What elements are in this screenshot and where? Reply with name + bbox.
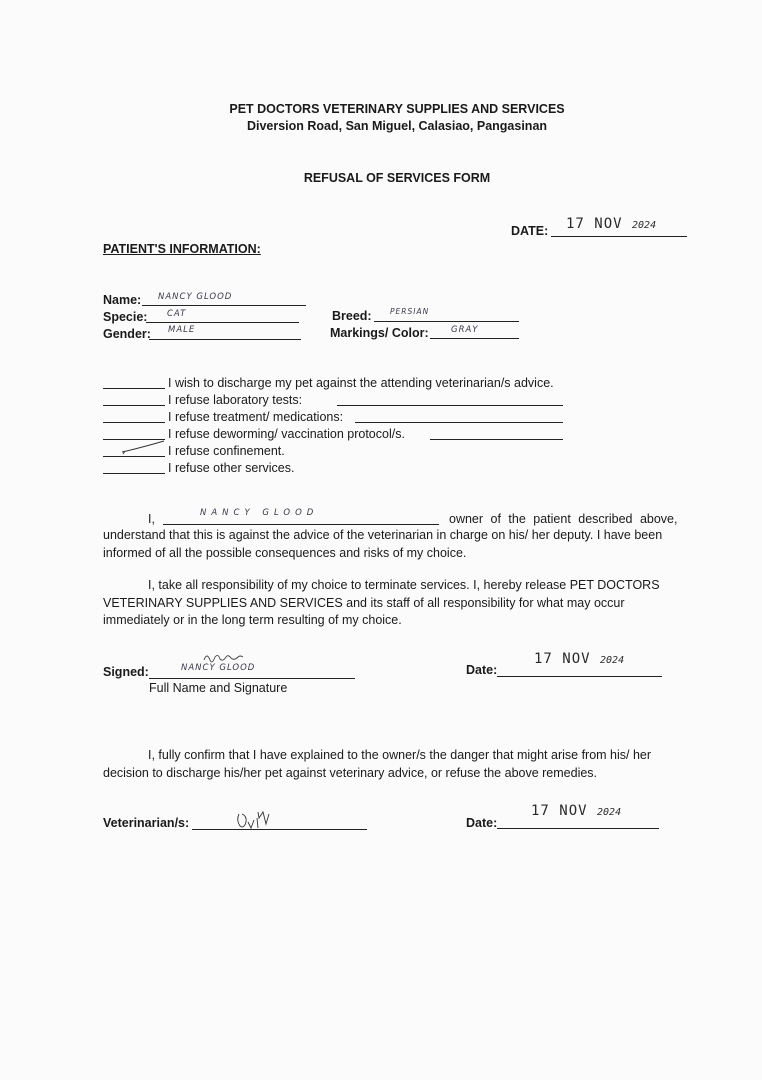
markings-value: GRAY <box>451 325 479 335</box>
owner-date-label: Date: <box>466 663 498 677</box>
name-value: NANCY GLOOD <box>158 292 233 302</box>
release-paragraph: I, take all responsibility of my choice to terminate services. I, hereby release PET DOCTORS VETERINARY SUPPLIES AND SERVICES and its staff of all responsibility for what may occur immediately or in the long term resulting of my choice. <box>103 578 660 627</box>
option-5-label: I refuse confinement. <box>168 444 285 458</box>
breed-label: Breed: <box>332 309 372 323</box>
specie-field-line[interactable] <box>146 322 299 323</box>
markings-field-line[interactable] <box>430 338 519 339</box>
veterinarian-label: Veterinarian/s: <box>103 816 190 830</box>
date-stamp <box>566 216 656 232</box>
vet-date-label: Date: <box>466 816 498 830</box>
option-6-checkbox-line[interactable] <box>103 473 165 474</box>
specie-label: Specie: <box>103 310 148 324</box>
name-label: Name: <box>103 293 142 307</box>
name-field-line[interactable] <box>142 305 306 306</box>
clinic-name: PET DOCTORS VETERINARY SUPPLIES AND SERVICES <box>229 102 565 116</box>
form-title: REFUSAL OF SERVICES FORM <box>303 171 491 185</box>
option-4-label: I refuse deworming/ vaccination protocol/s. <box>168 427 405 441</box>
gender-value: MALE <box>168 325 196 335</box>
vet-date-line[interactable] <box>497 828 659 829</box>
vet-confirmation-line1 <box>103 747 693 782</box>
option-3-label: I refuse treatment/ medications: <box>168 410 344 424</box>
option-2-detail-line[interactable] <box>337 405 563 406</box>
gender-field-line[interactable] <box>149 339 301 340</box>
owner-name-value: NANCY GLOOD <box>200 508 319 518</box>
date-stamp-year: 2024 <box>632 220 657 231</box>
markings-label: Markings/ Color: <box>330 326 429 340</box>
patient-section-title: PATIENT'S INFORMATION: <box>103 242 261 256</box>
owner-name-line[interactable] <box>163 524 439 525</box>
statement-body: understand that this is against the advice of the veterinarian in charge on his/ her deputy. I have been informed of all the possible consequences and risks of my choice. <box>103 528 663 560</box>
owner-date-day-month: 17 NOV <box>534 651 591 667</box>
option-3-checkbox-line[interactable] <box>103 422 165 423</box>
veterinarian-signature-scribble <box>235 806 285 832</box>
owner-printed-name: NANCY GLOOD <box>181 663 256 673</box>
date-field-line[interactable] <box>551 236 687 237</box>
signature-caption: Full Name and Signature <box>149 681 288 695</box>
owner-signature-line[interactable] <box>149 678 355 679</box>
option-2-checkbox-line[interactable] <box>103 405 165 406</box>
owner-date-stamp <box>534 651 624 667</box>
vet-date-year: 2024 <box>597 807 622 818</box>
signed-label: Signed: <box>103 665 149 679</box>
option-6-label: I refuse other services. <box>168 461 295 475</box>
owner-date-line[interactable] <box>497 676 662 677</box>
breed-value: PERSIAN <box>390 307 430 316</box>
statement-prefix: I, <box>148 512 155 526</box>
option-2-label: I refuse laboratory tests: <box>168 393 303 407</box>
owner-date-year: 2024 <box>600 655 625 666</box>
specie-value: CAT <box>167 309 187 319</box>
gender-label: Gender: <box>103 327 151 341</box>
breed-field-line[interactable] <box>374 321 519 322</box>
vet-date-stamp <box>531 803 621 819</box>
date-stamp-day-month: 17 NOV <box>566 216 623 232</box>
vet-date-day-month: 17 NOV <box>531 803 588 819</box>
vet-confirmation-text: I, fully confirm that I have explained to the owner/s the danger that might arise from his/ her decision to discharge his/her pet against veterinary advice, or refuse the above remedies. <box>103 748 652 780</box>
option-3-detail-line[interactable] <box>355 422 563 423</box>
checkmark-icon <box>120 438 180 458</box>
option-4-detail-line[interactable] <box>430 439 563 440</box>
statement-line1-end: owner of the patient described above, <box>449 512 678 526</box>
option-1-label: I wish to discharge my pet against the attending veterinarian/s advice. <box>168 376 554 390</box>
clinic-address: Diversion Road, San Miguel, Calasiao, Pangasinan <box>246 119 548 133</box>
option-1-checkbox-line[interactable] <box>103 388 165 389</box>
date-label: DATE: <box>511 224 549 238</box>
